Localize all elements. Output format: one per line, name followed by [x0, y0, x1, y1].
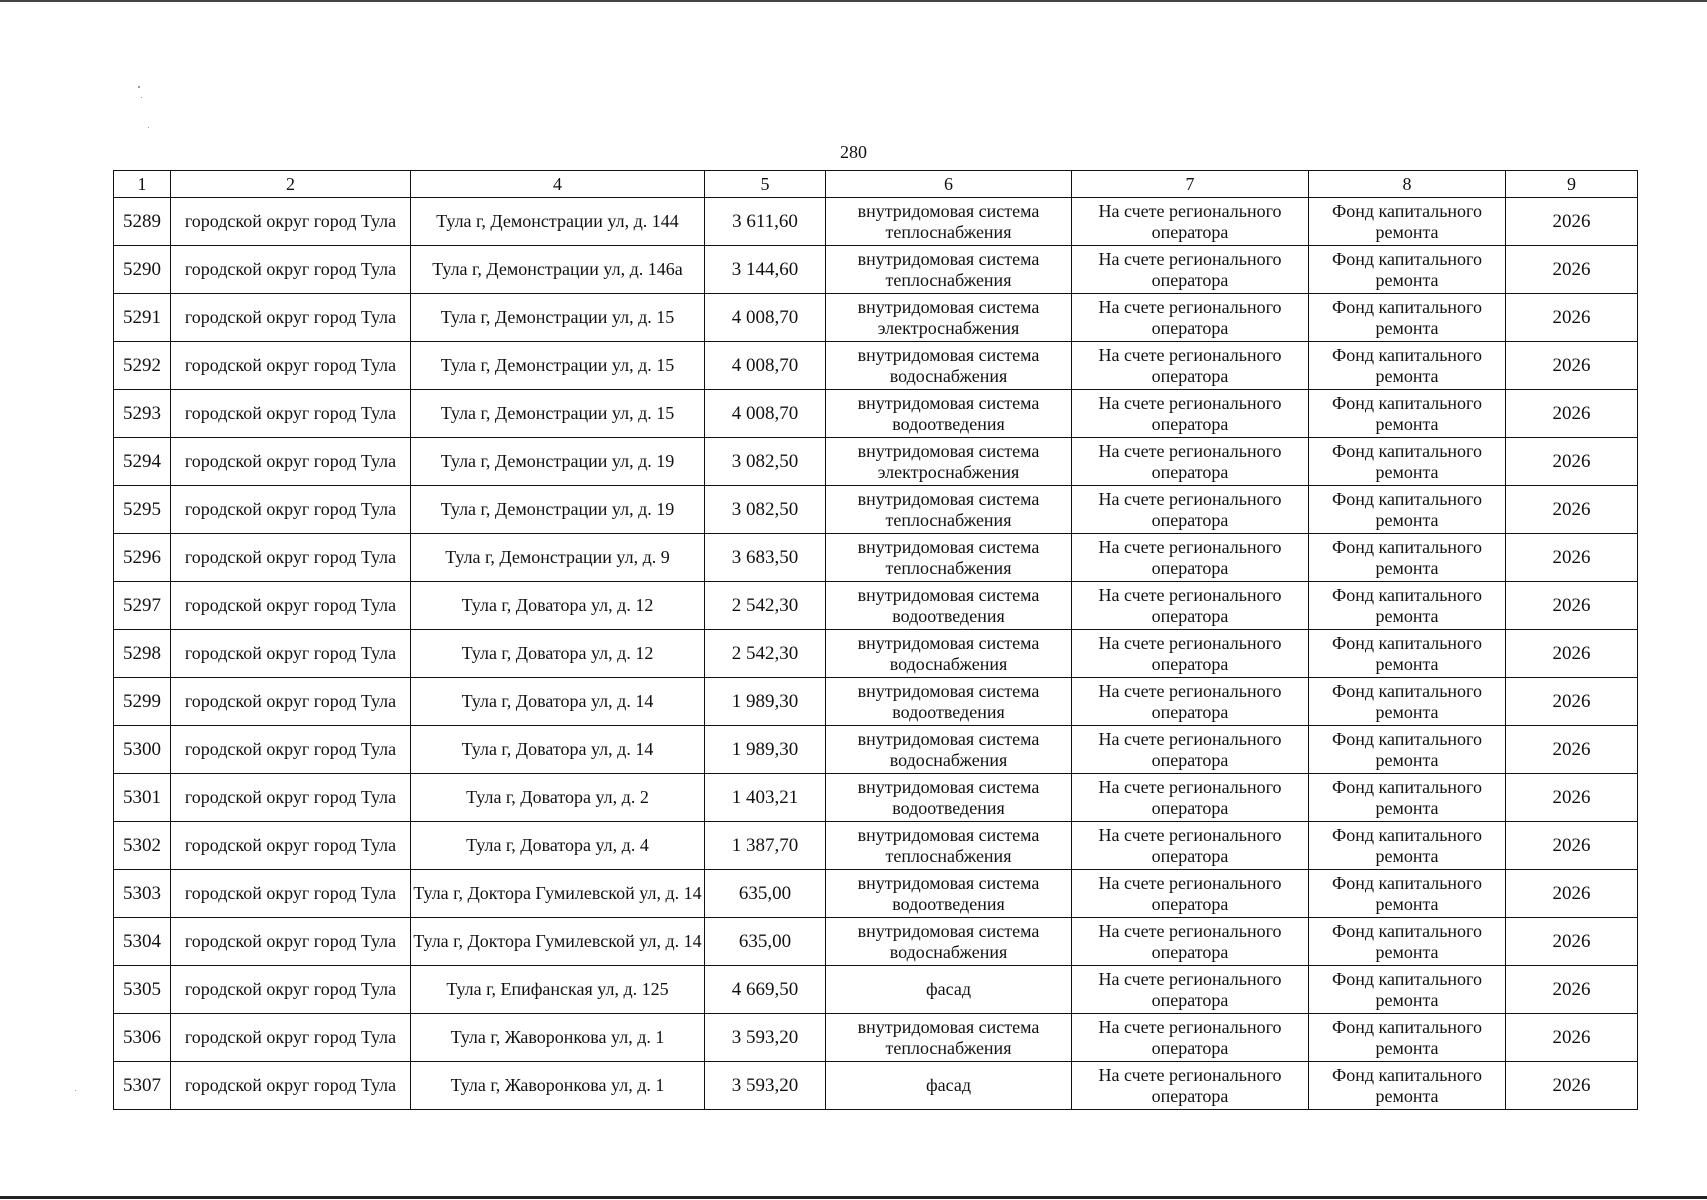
year-cell: 2026 [1506, 774, 1638, 822]
table-header-row [114, 171, 1638, 198]
account-cell: На счете регионального оператора [1072, 1062, 1309, 1110]
system-cell: внутридомовая система водоснабжения [826, 342, 1072, 390]
row-number-cell: 5289 [114, 198, 171, 246]
address-cell: Тула г, Доватора ул, д. 12 [411, 582, 705, 630]
cost-cell: 635,00 [705, 918, 826, 966]
district-cell: городской округ город Тула [171, 774, 411, 822]
funding-source-cell: Фонд капитального ремонта [1309, 1062, 1506, 1110]
row-number-cell: 5293 [114, 390, 171, 438]
year-cell: 2026 [1506, 198, 1638, 246]
funding-source-cell: Фонд капитального ремонта [1309, 486, 1506, 534]
address-cell: Тула г, Доватора ул, д. 14 [411, 726, 705, 774]
district-cell: городской округ город Тула [171, 246, 411, 294]
district-cell: городской округ город Тула [171, 726, 411, 774]
system-cell: внутридомовая система теплоснабжения [826, 822, 1072, 870]
year-cell: 2026 [1506, 822, 1638, 870]
account-cell: На счете регионального оператора [1072, 678, 1309, 726]
year-cell: 2026 [1506, 1062, 1638, 1110]
table-row [114, 1014, 1638, 1062]
system-cell: внутридомовая система водоотведения [826, 870, 1072, 918]
column-header: 6 [826, 171, 1072, 198]
funding-source-cell: Фонд капитального ремонта [1309, 582, 1506, 630]
system-cell: внутридомовая система теплоснабжения [826, 198, 1072, 246]
account-cell: На счете регионального оператора [1072, 198, 1309, 246]
page-number: 280 [840, 142, 867, 162]
cost-cell: 1 387,70 [705, 822, 826, 870]
table-row [114, 822, 1638, 870]
account-cell: На счете регионального оператора [1072, 822, 1309, 870]
funding-source-cell: Фонд капитального ремонта [1309, 438, 1506, 486]
cost-cell: 3 144,60 [705, 246, 826, 294]
account-cell: На счете регионального оператора [1072, 294, 1309, 342]
row-number-cell: 5296 [114, 534, 171, 582]
funding-source-cell: Фонд капитального ремонта [1309, 390, 1506, 438]
funding-source-cell: Фонд капитального ремонта [1309, 822, 1506, 870]
year-cell: 2026 [1506, 678, 1638, 726]
row-number-cell: 5303 [114, 870, 171, 918]
table-row [114, 342, 1638, 390]
year-cell: 2026 [1506, 438, 1638, 486]
row-number-cell: 5300 [114, 726, 171, 774]
cost-cell: 2 542,30 [705, 582, 826, 630]
table-row [114, 1062, 1638, 1110]
year-cell: 2026 [1506, 390, 1638, 438]
cost-cell: 4 008,70 [705, 342, 826, 390]
table-row [114, 246, 1638, 294]
table-row [114, 582, 1638, 630]
column-header: 4 [411, 171, 705, 198]
funding-source-cell: Фонд капитального ремонта [1309, 966, 1506, 1014]
table-row [114, 390, 1638, 438]
address-cell: Тула г, Доватора ул, д. 12 [411, 630, 705, 678]
account-cell: На счете регионального оператора [1072, 774, 1309, 822]
account-cell: На счете регионального оператора [1072, 246, 1309, 294]
system-cell: внутридомовая система теплоснабжения [826, 486, 1072, 534]
scan-speck [141, 97, 142, 98]
cost-cell: 2 542,30 [705, 630, 826, 678]
scan-speck [148, 127, 149, 128]
scan-top-border [0, 0, 1707, 2]
cost-cell: 1 989,30 [705, 678, 826, 726]
row-number-cell: 5299 [114, 678, 171, 726]
row-number-cell: 5305 [114, 966, 171, 1014]
row-number-cell: 5302 [114, 822, 171, 870]
column-header: 1 [114, 171, 171, 198]
district-cell: городской округ город Тула [171, 822, 411, 870]
year-cell: 2026 [1506, 294, 1638, 342]
cost-cell: 3 593,20 [705, 1014, 826, 1062]
year-cell: 2026 [1506, 582, 1638, 630]
scan-speck [75, 1090, 76, 1091]
table-row [114, 198, 1638, 246]
system-cell: внутридомовая система теплоснабжения [826, 246, 1072, 294]
account-cell: На счете регионального оператора [1072, 534, 1309, 582]
district-cell: городской округ город Тула [171, 1062, 411, 1110]
district-cell: городской округ город Тула [171, 486, 411, 534]
table-row [114, 678, 1638, 726]
funding-source-cell: Фонд капитального ремонта [1309, 918, 1506, 966]
system-cell: фасад [826, 966, 1072, 1014]
row-number-cell: 5307 [114, 1062, 171, 1110]
year-cell: 2026 [1506, 246, 1638, 294]
address-cell: Тула г, Доктора Гумилевской ул, д. 14 [411, 870, 705, 918]
account-cell: На счете регионального оператора [1072, 918, 1309, 966]
row-number-cell: 5301 [114, 774, 171, 822]
funding-source-cell: Фонд капитального ремонта [1309, 294, 1506, 342]
address-cell: Тула г, Демонстрации ул, д. 144 [411, 198, 705, 246]
district-cell: городской округ город Тула [171, 198, 411, 246]
account-cell: На счете регионального оператора [1072, 966, 1309, 1014]
table-row [114, 486, 1638, 534]
row-number-cell: 5306 [114, 1014, 171, 1062]
account-cell: На счете регионального оператора [1072, 486, 1309, 534]
table-row [114, 294, 1638, 342]
address-cell: Тула г, Демонстрации ул, д. 19 [411, 438, 705, 486]
table-row [114, 534, 1638, 582]
scan-bottom-border [0, 1196, 1707, 1199]
funding-source-cell: Фонд капитального ремонта [1309, 774, 1506, 822]
system-cell: внутридомовая система электроснабжения [826, 438, 1072, 486]
district-cell: городской округ город Тула [171, 966, 411, 1014]
capital-repair-table [113, 170, 1638, 1110]
account-cell: На счете регионального оператора [1072, 342, 1309, 390]
district-cell: городской округ город Тула [171, 534, 411, 582]
cost-cell: 3 082,50 [705, 486, 826, 534]
column-header: 8 [1309, 171, 1506, 198]
cost-cell: 3 683,50 [705, 534, 826, 582]
cost-cell: 4 008,70 [705, 390, 826, 438]
address-cell: Тула г, Доктора Гумилевской ул, д. 14 [411, 918, 705, 966]
table-row [114, 774, 1638, 822]
column-header: 2 [171, 171, 411, 198]
year-cell: 2026 [1506, 1014, 1638, 1062]
cost-cell: 3 611,60 [705, 198, 826, 246]
funding-source-cell: Фонд капитального ремонта [1309, 246, 1506, 294]
funding-source-cell: Фонд капитального ремонта [1309, 726, 1506, 774]
year-cell: 2026 [1506, 534, 1638, 582]
system-cell: фасад [826, 1062, 1072, 1110]
address-cell: Тула г, Демонстрации ул, д. 146а [411, 246, 705, 294]
table-row [114, 870, 1638, 918]
table-row [114, 966, 1638, 1014]
address-cell: Тула г, Доватора ул, д. 2 [411, 774, 705, 822]
address-cell: Тула г, Демонстрации ул, д. 15 [411, 390, 705, 438]
cost-cell: 4 008,70 [705, 294, 826, 342]
account-cell: На счете регионального оператора [1072, 870, 1309, 918]
system-cell: внутридомовая система водоотведения [826, 390, 1072, 438]
year-cell: 2026 [1506, 342, 1638, 390]
address-cell: Тула г, Жаворонкова ул, д. 1 [411, 1014, 705, 1062]
cost-cell: 1 989,30 [705, 726, 826, 774]
system-cell: внутридомовая система водоснабжения [826, 630, 1072, 678]
system-cell: внутридомовая система водоснабжения [826, 918, 1072, 966]
funding-source-cell: Фонд капитального ремонта [1309, 1014, 1506, 1062]
cost-cell: 4 669,50 [705, 966, 826, 1014]
system-cell: внутридомовая система водоотведения [826, 582, 1072, 630]
address-cell: Тула г, Демонстрации ул, д. 15 [411, 342, 705, 390]
cost-cell: 635,00 [705, 870, 826, 918]
address-cell: Тула г, Демонстрации ул, д. 15 [411, 294, 705, 342]
district-cell: городской округ город Тула [171, 1014, 411, 1062]
year-cell: 2026 [1506, 918, 1638, 966]
address-cell: Тула г, Доватора ул, д. 14 [411, 678, 705, 726]
row-number-cell: 5291 [114, 294, 171, 342]
table-row [114, 630, 1638, 678]
address-cell: Тула г, Демонстрации ул, д. 9 [411, 534, 705, 582]
account-cell: На счете регионального оператора [1072, 1014, 1309, 1062]
address-cell: Тула г, Доватора ул, д. 4 [411, 822, 705, 870]
table-row [114, 918, 1638, 966]
scan-speck [138, 86, 140, 88]
year-cell: 2026 [1506, 726, 1638, 774]
district-cell: городской округ город Тула [171, 918, 411, 966]
system-cell: внутридомовая система электроснабжения [826, 294, 1072, 342]
district-cell: городской округ город Тула [171, 438, 411, 486]
account-cell: На счете регионального оператора [1072, 726, 1309, 774]
district-cell: городской округ город Тула [171, 390, 411, 438]
district-cell: городской округ город Тула [171, 630, 411, 678]
cost-cell: 1 403,21 [705, 774, 826, 822]
funding-source-cell: Фонд капитального ремонта [1309, 870, 1506, 918]
system-cell: внутридомовая система теплоснабжения [826, 1014, 1072, 1062]
account-cell: На счете регионального оператора [1072, 630, 1309, 678]
funding-source-cell: Фонд капитального ремонта [1309, 630, 1506, 678]
system-cell: внутридомовая система водоотведения [826, 774, 1072, 822]
table-row [114, 726, 1638, 774]
district-cell: городской округ город Тула [171, 294, 411, 342]
district-cell: городской округ город Тула [171, 582, 411, 630]
year-cell: 2026 [1506, 966, 1638, 1014]
year-cell: 2026 [1506, 870, 1638, 918]
cost-cell: 3 593,20 [705, 1062, 826, 1110]
address-cell: Тула г, Епифанская ул, д. 125 [411, 966, 705, 1014]
row-number-cell: 5295 [114, 486, 171, 534]
row-number-cell: 5290 [114, 246, 171, 294]
system-cell: внутридомовая система водоснабжения [826, 726, 1072, 774]
account-cell: На счете регионального оператора [1072, 390, 1309, 438]
funding-source-cell: Фонд капитального ремонта [1309, 534, 1506, 582]
district-cell: городской округ город Тула [171, 678, 411, 726]
district-cell: городской округ город Тула [171, 342, 411, 390]
row-number-cell: 5292 [114, 342, 171, 390]
system-cell: внутридомовая система водоотведения [826, 678, 1072, 726]
row-number-cell: 5304 [114, 918, 171, 966]
row-number-cell: 5294 [114, 438, 171, 486]
year-cell: 2026 [1506, 486, 1638, 534]
system-cell: внутридомовая система теплоснабжения [826, 534, 1072, 582]
address-cell: Тула г, Жаворонкова ул, д. 1 [411, 1062, 705, 1110]
address-cell: Тула г, Демонстрации ул, д. 19 [411, 486, 705, 534]
district-cell: городской округ город Тула [171, 870, 411, 918]
year-cell: 2026 [1506, 630, 1638, 678]
column-header: 7 [1072, 171, 1309, 198]
table-row [114, 438, 1638, 486]
column-header: 9 [1506, 171, 1638, 198]
funding-source-cell: Фонд капитального ремонта [1309, 198, 1506, 246]
cost-cell: 3 082,50 [705, 438, 826, 486]
funding-source-cell: Фонд капитального ремонта [1309, 342, 1506, 390]
column-header: 5 [705, 171, 826, 198]
account-cell: На счете регионального оператора [1072, 438, 1309, 486]
row-number-cell: 5298 [114, 630, 171, 678]
account-cell: На счете регионального оператора [1072, 582, 1309, 630]
row-number-cell: 5297 [114, 582, 171, 630]
funding-source-cell: Фонд капитального ремонта [1309, 678, 1506, 726]
